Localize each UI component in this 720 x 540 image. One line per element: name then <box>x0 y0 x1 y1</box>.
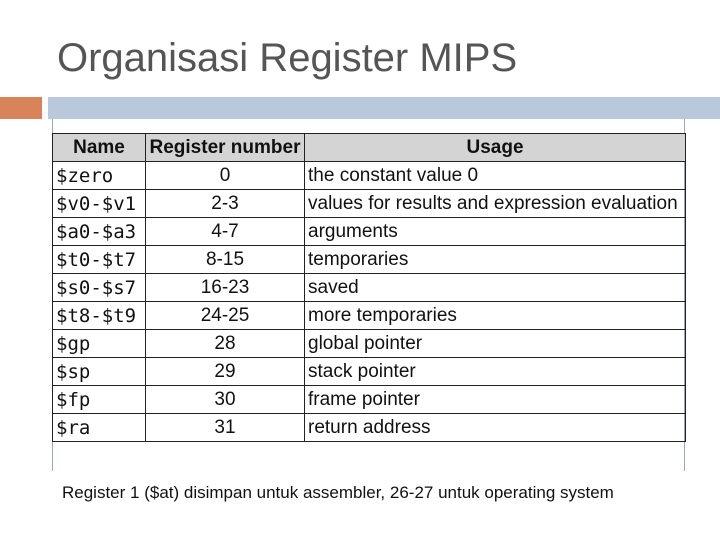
register-number: 24-25 <box>146 302 305 330</box>
register-name: $a0-$a3 <box>53 218 146 246</box>
register-number: 28 <box>146 330 305 358</box>
table-row <box>53 190 686 218</box>
register-name: $sp <box>53 358 146 386</box>
register-usage: values for results and expression evaluation <box>305 190 686 218</box>
accent-bar-blue <box>48 97 720 119</box>
register-name: $t8-$t9 <box>53 302 146 330</box>
register-table <box>52 133 686 442</box>
table-row <box>53 330 686 358</box>
table-row <box>53 414 686 442</box>
register-number: 31 <box>146 414 305 442</box>
register-name: $ra <box>53 414 146 442</box>
register-usage: global pointer <box>305 330 686 358</box>
table-row <box>53 162 686 190</box>
register-usage: more temporaries <box>305 302 686 330</box>
register-number: 4-7 <box>146 218 305 246</box>
register-usage: frame pointer <box>305 386 686 414</box>
accent-bar-orange <box>0 97 42 119</box>
register-number: 29 <box>146 358 305 386</box>
register-usage: temporaries <box>305 246 686 274</box>
register-name: $t0-$t7 <box>53 246 146 274</box>
header-usage: Usage <box>305 134 686 162</box>
register-name: $gp <box>53 330 146 358</box>
table-row <box>53 302 686 330</box>
header-register-number: Register number <box>146 134 305 162</box>
slide-title: Organisasi Register MIPS <box>57 36 518 80</box>
register-usage: arguments <box>305 218 686 246</box>
register-name: $v0-$v1 <box>53 190 146 218</box>
table-row <box>53 246 686 274</box>
register-usage: the constant value 0 <box>305 162 686 190</box>
register-number: 30 <box>146 386 305 414</box>
register-usage: return address <box>305 414 686 442</box>
register-name: $fp <box>53 386 146 414</box>
register-number: 8-15 <box>146 246 305 274</box>
table-row <box>53 274 686 302</box>
header-name: Name <box>53 134 146 162</box>
table-row <box>53 386 686 414</box>
register-usage: saved <box>305 274 686 302</box>
register-number: 2-3 <box>146 190 305 218</box>
register-name: $zero <box>53 162 146 190</box>
table-header-row <box>53 134 686 162</box>
register-number: 0 <box>146 162 305 190</box>
table-row <box>53 358 686 386</box>
register-number: 16-23 <box>146 274 305 302</box>
table-row <box>53 218 686 246</box>
register-name: $s0-$s7 <box>53 274 146 302</box>
footnote-text: Register 1 ($at) disimpan untuk assembler, 26-27 untuk operating system <box>62 483 614 502</box>
register-usage: stack pointer <box>305 358 686 386</box>
